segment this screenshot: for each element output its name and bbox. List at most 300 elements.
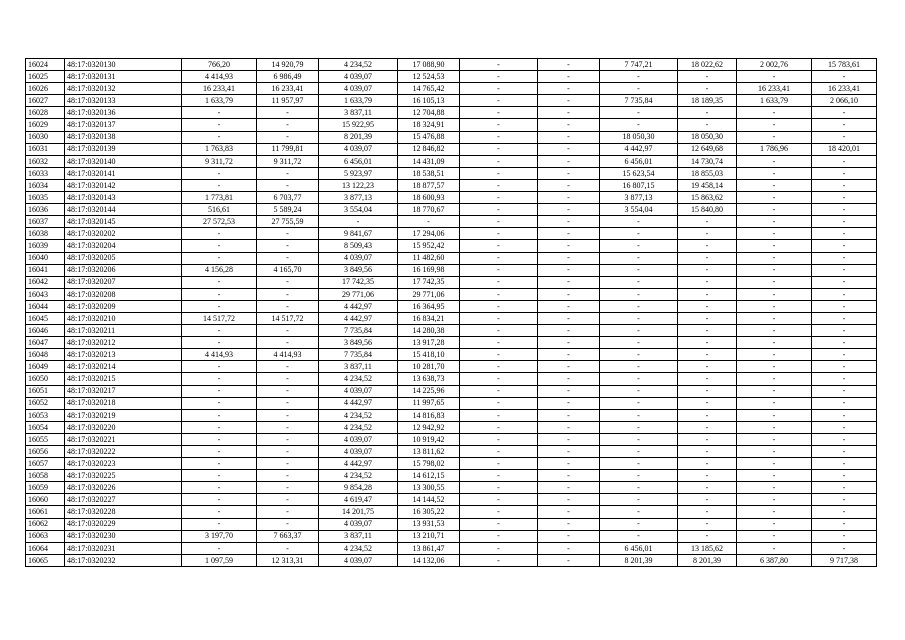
value-col-8-cell: - [538,458,600,470]
row-number-cell: 16041 [26,264,65,276]
table-row [26,300,877,312]
value-col-8-cell: - [538,470,600,482]
value-col-11-cell: - [737,337,812,349]
value-col-6-cell: 14 144,52 [398,494,460,506]
value-col-3-cell: - [182,300,257,312]
value-col-7-cell: - [460,167,538,179]
cadastral-number-cell: 48:17:0320211 [65,325,182,337]
value-col-11-cell: - [737,361,812,373]
cadastral-number-cell: 48:17:0320209 [65,300,182,312]
value-col-6-cell: 12 942,92 [398,421,460,433]
cadastral-number-cell: 48:17:0320220 [65,421,182,433]
value-col-5-cell: 5 923,97 [319,167,398,179]
value-col-11-cell: - [737,494,812,506]
table-row [26,470,877,482]
value-col-4-cell: - [257,518,319,530]
table-row [26,59,877,71]
value-col-6-cell: 18 877,57 [398,179,460,191]
value-col-9-cell: - [600,373,678,385]
value-col-7-cell: - [460,83,538,95]
value-col-5-cell: 4 039,07 [319,143,398,155]
cadastral-number-cell: 48:17:0320133 [65,95,182,107]
value-col-9-cell: - [600,337,678,349]
cadastral-number-cell: 48:17:0320218 [65,397,182,409]
value-col-7-cell: - [460,518,538,530]
value-col-10-cell: 18 855,03 [678,167,737,179]
value-col-12-cell: - [812,409,877,421]
value-col-10-cell: - [678,71,737,83]
table-row [26,530,877,542]
value-col-10-cell: - [678,385,737,397]
value-col-5-cell: 4 039,07 [319,554,398,566]
table-row [26,312,877,324]
value-col-7-cell: - [460,228,538,240]
value-col-12-cell: - [812,349,877,361]
value-col-7-cell: - [460,470,538,482]
value-col-5-cell: 17 742,35 [319,276,398,288]
value-col-11-cell: 1 786,96 [737,143,812,155]
value-col-4-cell: - [257,337,319,349]
row-number-cell: 16044 [26,300,65,312]
value-col-4-cell: - [257,288,319,300]
row-number-cell: 16064 [26,542,65,554]
value-col-10-cell: - [678,83,737,95]
value-col-3-cell: - [182,458,257,470]
value-col-7-cell: - [460,71,538,83]
value-col-8-cell: - [538,95,600,107]
row-number-cell: 16065 [26,554,65,566]
value-col-8-cell: - [538,300,600,312]
cadastral-number-cell: 48:17:0320206 [65,264,182,276]
cadastral-number-cell: 48:17:0320222 [65,446,182,458]
value-col-3-cell: - [182,276,257,288]
value-col-8-cell: - [538,518,600,530]
value-col-3-cell: - [182,433,257,445]
value-col-8-cell: - [538,252,600,264]
value-col-12-cell: - [812,228,877,240]
value-col-8-cell: - [538,71,600,83]
value-col-10-cell: - [678,470,737,482]
value-col-6-cell: 13 210,71 [398,530,460,542]
value-col-3-cell: 9 311,72 [182,155,257,167]
value-col-7-cell: - [460,107,538,119]
value-col-10-cell: 18 050,30 [678,131,737,143]
value-col-11-cell: - [737,458,812,470]
row-number-cell: 16049 [26,361,65,373]
value-col-9-cell: 8 201,39 [600,554,678,566]
value-col-10-cell: - [678,518,737,530]
value-col-11-cell: - [737,179,812,191]
value-col-4-cell: - [257,446,319,458]
value-col-8-cell: - [538,192,600,204]
value-col-3-cell: - [182,288,257,300]
value-col-8-cell: - [538,179,600,191]
value-col-6-cell: 18 538,51 [398,167,460,179]
row-number-cell: 16062 [26,518,65,530]
value-col-7-cell: - [460,252,538,264]
value-col-12-cell: - [812,107,877,119]
value-col-9-cell: - [600,458,678,470]
value-col-4-cell: 9 311,72 [257,155,319,167]
value-col-11-cell: - [737,397,812,409]
value-col-9-cell: - [600,312,678,324]
value-col-6-cell: 18 770,67 [398,204,460,216]
value-col-4-cell: 7 663,37 [257,530,319,542]
value-col-11-cell: - [737,542,812,554]
row-number-cell: 16047 [26,337,65,349]
value-col-8-cell: - [538,204,600,216]
value-col-5-cell: 3 554,04 [319,204,398,216]
value-col-7-cell: - [460,530,538,542]
value-col-7-cell: - [460,300,538,312]
value-col-6-cell: 12 846,82 [398,143,460,155]
value-col-3-cell: - [182,446,257,458]
value-col-6-cell: 15 418,10 [398,349,460,361]
table-row [26,167,877,179]
cadastral-number-cell: 48:17:0320143 [65,192,182,204]
value-col-5-cell: 8 509,43 [319,240,398,252]
value-col-9-cell: - [600,421,678,433]
value-col-9-cell: 15 623,54 [600,167,678,179]
value-col-7-cell: - [460,59,538,71]
value-col-4-cell: 4 414,93 [257,349,319,361]
value-col-9-cell: - [600,349,678,361]
table-row [26,433,877,445]
value-col-12-cell: - [812,458,877,470]
value-col-4-cell: 6 703,77 [257,192,319,204]
table-row [26,83,877,95]
value-col-8-cell: - [538,119,600,131]
value-col-10-cell: - [678,482,737,494]
table-row [26,131,877,143]
table-row [26,179,877,191]
value-col-10-cell: 18 022,62 [678,59,737,71]
value-col-6-cell: 10 281,70 [398,361,460,373]
value-col-9-cell: 6 456,01 [600,542,678,554]
value-col-12-cell: - [812,337,877,349]
value-col-9-cell: - [600,518,678,530]
cadastral-number-cell: 48:17:0320208 [65,288,182,300]
row-number-cell: 16061 [26,506,65,518]
table-row [26,228,877,240]
row-number-cell: 16059 [26,482,65,494]
value-col-11-cell: - [737,252,812,264]
cadastral-number-cell: 48:17:0320145 [65,216,182,228]
value-col-7-cell: - [460,446,538,458]
value-col-11-cell: - [737,204,812,216]
table-row [26,554,877,566]
row-number-cell: 16056 [26,446,65,458]
value-col-12-cell: 18 420,01 [812,143,877,155]
value-col-9-cell: 6 456,01 [600,155,678,167]
value-col-7-cell: - [460,337,538,349]
value-col-9-cell: - [600,119,678,131]
value-col-5-cell: 8 201,39 [319,131,398,143]
value-col-12-cell: - [812,373,877,385]
value-col-10-cell: 19 458,14 [678,179,737,191]
value-col-5-cell: - [319,216,398,228]
value-col-6-cell: 18 324,91 [398,119,460,131]
value-col-8-cell: - [538,155,600,167]
value-col-6-cell: 14 816,83 [398,409,460,421]
value-col-9-cell: - [600,325,678,337]
value-col-7-cell: - [460,373,538,385]
value-col-8-cell: - [538,276,600,288]
value-col-9-cell: - [600,446,678,458]
value-col-5-cell: 4 234,52 [319,470,398,482]
value-col-11-cell: - [737,240,812,252]
value-col-9-cell: - [600,71,678,83]
value-col-4-cell: 6 986,49 [257,71,319,83]
value-col-7-cell: - [460,349,538,361]
value-col-6-cell: 13 931,53 [398,518,460,530]
value-col-11-cell: - [737,228,812,240]
value-col-11-cell: - [737,167,812,179]
value-col-5-cell: 3 837,11 [319,530,398,542]
value-col-9-cell: - [600,494,678,506]
value-col-12-cell: - [812,446,877,458]
value-col-10-cell: - [678,421,737,433]
value-col-4-cell: - [257,276,319,288]
cadastral-number-cell: 48:17:0320229 [65,518,182,530]
cadastral-number-cell: 48:17:0320207 [65,276,182,288]
cadastral-number-cell: 48:17:0320213 [65,349,182,361]
row-number-cell: 16051 [26,385,65,397]
value-col-8-cell: - [538,337,600,349]
value-col-12-cell: - [812,155,877,167]
value-col-6-cell: 16 834,21 [398,312,460,324]
value-col-7-cell: - [460,192,538,204]
value-col-6-cell: 15 798,02 [398,458,460,470]
row-number-cell: 16029 [26,119,65,131]
value-col-7-cell: - [460,143,538,155]
value-col-10-cell: - [678,446,737,458]
value-col-6-cell: 14 765,42 [398,83,460,95]
value-col-8-cell: - [538,433,600,445]
value-col-4-cell: - [257,506,319,518]
value-col-9-cell: - [600,470,678,482]
table-row [26,264,877,276]
value-col-12-cell: - [812,385,877,397]
value-col-9-cell: - [600,385,678,397]
cadastral-number-cell: 48:17:0320221 [65,433,182,445]
row-number-cell: 16063 [26,530,65,542]
value-col-6-cell: 29 771,06 [398,288,460,300]
table-row [26,95,877,107]
value-col-12-cell: - [812,421,877,433]
cadastral-number-cell: 48:17:0320226 [65,482,182,494]
cadastral-number-cell: 48:17:0320228 [65,506,182,518]
value-col-10-cell: - [678,337,737,349]
value-col-12-cell: - [812,252,877,264]
value-col-5-cell: 9 854,28 [319,482,398,494]
cadastral-number-cell: 48:17:0320142 [65,179,182,191]
value-col-7-cell: - [460,433,538,445]
row-number-cell: 16054 [26,421,65,433]
value-col-5-cell: 15 922,95 [319,119,398,131]
value-col-8-cell: - [538,264,600,276]
row-number-cell: 16024 [26,59,65,71]
value-col-8-cell: - [538,228,600,240]
cadastral-number-cell: 48:17:0320231 [65,542,182,554]
value-col-10-cell: - [678,107,737,119]
value-col-7-cell: - [460,325,538,337]
value-col-3-cell: - [182,409,257,421]
value-col-10-cell: - [678,312,737,324]
value-col-6-cell: 17 088,90 [398,59,460,71]
value-col-3-cell: - [182,421,257,433]
value-col-7-cell: - [460,216,538,228]
value-col-11-cell: - [737,409,812,421]
table-row [26,119,877,131]
value-col-3-cell: - [182,397,257,409]
value-col-6-cell: 13 917,28 [398,337,460,349]
value-col-6-cell: 13 861,47 [398,542,460,554]
value-col-9-cell: - [600,530,678,542]
value-col-4-cell: 14 517,72 [257,312,319,324]
value-col-10-cell: - [678,119,737,131]
value-col-12-cell: - [812,167,877,179]
value-col-9-cell: - [600,506,678,518]
value-col-12-cell: - [812,179,877,191]
value-col-11-cell: - [737,518,812,530]
value-col-12-cell: - [812,119,877,131]
row-number-cell: 16046 [26,325,65,337]
value-col-7-cell: - [460,409,538,421]
value-col-3-cell: 516,61 [182,204,257,216]
value-col-7-cell: - [460,397,538,409]
cadastral-number-cell: 48:17:0320214 [65,361,182,373]
value-col-5-cell: 13 122,23 [319,179,398,191]
value-col-10-cell: - [678,276,737,288]
cadastral-number-cell: 48:17:0320130 [65,59,182,71]
value-col-9-cell: - [600,240,678,252]
value-col-9-cell: - [600,409,678,421]
value-col-8-cell: - [538,240,600,252]
value-col-3-cell: 1 633,79 [182,95,257,107]
value-col-6-cell: 13 811,62 [398,446,460,458]
table-row [26,192,877,204]
value-col-8-cell: - [538,554,600,566]
cadastral-number-cell: 48:17:0320139 [65,143,182,155]
value-col-11-cell: - [737,312,812,324]
value-col-12-cell: - [812,494,877,506]
row-number-cell: 16060 [26,494,65,506]
value-col-5-cell: 3 849,56 [319,337,398,349]
value-col-4-cell: 4 165,70 [257,264,319,276]
value-col-6-cell: 10 919,42 [398,433,460,445]
value-col-4-cell: - [257,373,319,385]
value-col-7-cell: - [460,119,538,131]
value-col-11-cell: - [737,119,812,131]
value-col-11-cell: - [737,446,812,458]
value-col-4-cell: - [257,107,319,119]
value-col-9-cell: - [600,397,678,409]
value-col-5-cell: 4 039,07 [319,252,398,264]
value-col-11-cell: - [737,216,812,228]
value-col-6-cell: 16 364,95 [398,300,460,312]
row-number-cell: 16034 [26,179,65,191]
value-col-10-cell: - [678,433,737,445]
value-col-12-cell: 15 783,61 [812,59,877,71]
value-col-10-cell: - [678,240,737,252]
value-col-11-cell: - [737,433,812,445]
table-row [26,494,877,506]
table-row [26,397,877,409]
value-col-6-cell: 13 638,73 [398,373,460,385]
value-col-5-cell: 1 633,79 [319,95,398,107]
value-col-10-cell: - [678,264,737,276]
value-col-11-cell: 16 233,41 [737,83,812,95]
value-col-4-cell: - [257,542,319,554]
cadastral-number-cell: 48:17:0320210 [65,312,182,324]
value-col-4-cell: - [257,228,319,240]
value-col-4-cell: - [257,470,319,482]
value-col-10-cell: 12 649,68 [678,143,737,155]
value-col-3-cell: 27 572,53 [182,216,257,228]
value-col-3-cell: - [182,518,257,530]
value-col-9-cell: - [600,107,678,119]
value-col-3-cell: 1 097,59 [182,554,257,566]
value-col-6-cell: - [398,216,460,228]
value-col-10-cell: 15 840,80 [678,204,737,216]
value-col-12-cell: - [812,506,877,518]
value-col-7-cell: - [460,288,538,300]
value-col-12-cell: - [812,470,877,482]
value-col-5-cell: 4 619,47 [319,494,398,506]
value-col-12-cell: - [812,192,877,204]
value-col-3-cell: - [182,179,257,191]
value-col-8-cell: - [538,59,600,71]
value-col-9-cell: - [600,252,678,264]
value-col-11-cell: - [737,131,812,143]
value-col-4-cell: - [257,252,319,264]
value-col-12-cell: - [812,542,877,554]
value-col-4-cell: - [257,458,319,470]
row-number-cell: 16039 [26,240,65,252]
value-col-9-cell: 16 807,15 [600,179,678,191]
value-col-8-cell: - [538,167,600,179]
value-col-6-cell: 15 476,88 [398,131,460,143]
value-col-9-cell: - [600,433,678,445]
value-col-3-cell: - [182,325,257,337]
row-number-cell: 16055 [26,433,65,445]
table-row [26,288,877,300]
value-col-3-cell: 1 763,83 [182,143,257,155]
value-col-11-cell: - [737,192,812,204]
value-col-7-cell: - [460,312,538,324]
value-col-6-cell: 17 742,35 [398,276,460,288]
value-col-8-cell: - [538,312,600,324]
value-col-3-cell: - [182,252,257,264]
cadastral-number-cell: 48:17:0320223 [65,458,182,470]
table-row [26,240,877,252]
value-col-3-cell: - [182,494,257,506]
value-col-3-cell: 4 414,93 [182,349,257,361]
value-col-11-cell: - [737,264,812,276]
value-col-5-cell: 4 234,52 [319,409,398,421]
table-row [26,276,877,288]
value-col-7-cell: - [460,482,538,494]
value-col-11-cell: 6 387,80 [737,554,812,566]
value-col-10-cell: - [678,494,737,506]
value-col-7-cell: - [460,276,538,288]
value-col-3-cell: 766,20 [182,59,257,71]
value-col-8-cell: - [538,131,600,143]
value-col-6-cell: 11 482,60 [398,252,460,264]
value-col-4-cell: - [257,421,319,433]
value-col-8-cell: - [538,542,600,554]
